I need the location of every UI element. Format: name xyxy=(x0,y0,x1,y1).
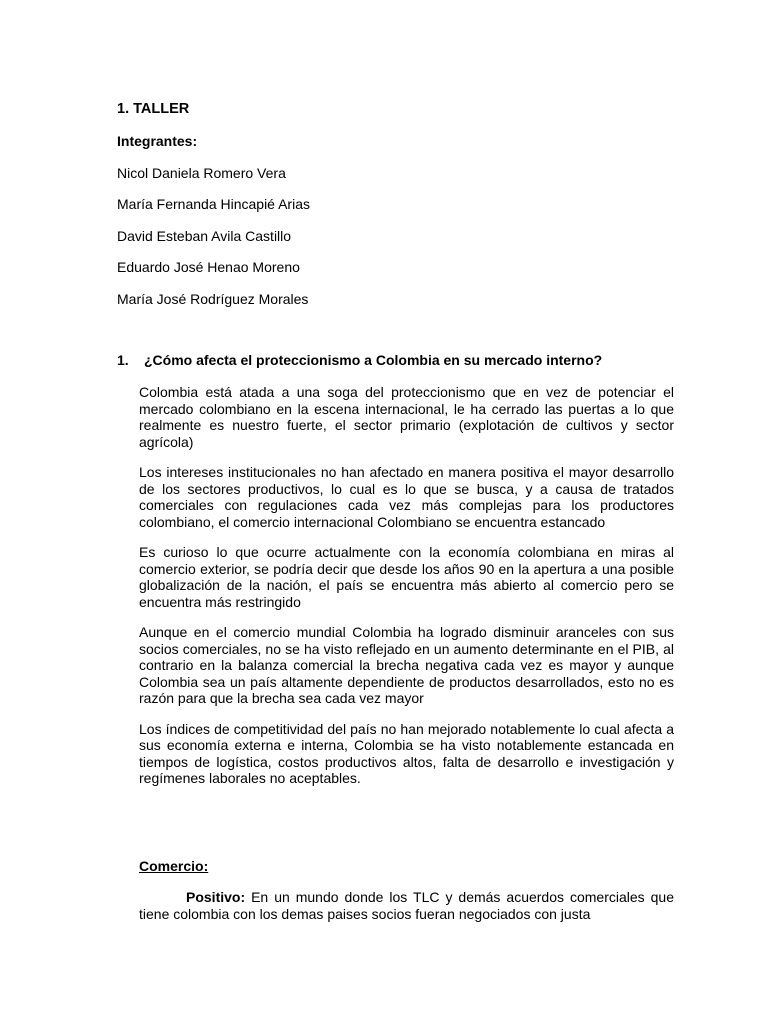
members-label: Integrantes: xyxy=(117,133,198,149)
answer-body xyxy=(139,384,674,801)
question-heading xyxy=(117,352,602,368)
positivo-label: Positivo: xyxy=(186,889,246,905)
section-heading-comercio: Comercio: xyxy=(139,858,209,874)
answer-paragraph: Los intereses institucionales no han afectado en manera positiva el mayor desarrollo de los sectores productivos, lo cual es lo que se busca, y a causa de tratados comerciales con regulaciones cada vez más complejas para los productores colombiano, el comercio internacional Colombiano se encuentra estancado xyxy=(139,464,674,530)
members-list xyxy=(117,165,310,322)
answer-paragraph: Colombia está atada a una soga del proteccionismo que en vez de potenciar el mercado colombiano en la escena internacional, le ha cerrado las puertas a lo que realmente es nuestro fuerte, el sector primario (explotación de cultivos y sector agrícola) xyxy=(139,384,674,450)
member-name: María José Rodríguez Morales xyxy=(117,290,309,307)
question-text: ¿Cómo afecta el proteccionismo a Colombia en su mercado interno? xyxy=(144,352,603,368)
member-name: María Fernanda Hincapié Arias xyxy=(117,196,310,213)
member-name: Nicol Daniela Romero Vera xyxy=(117,165,286,181)
answer-paragraph: Aunque en el comercio mundial Colombia ha logrado disminuir aranceles con sus socios comerciales, no se ha visto reflejado en un aumento determinante en el PIB, al contrario en la balanza comercial la brecha negativa cada vez es mayor y aunque Colombia sea un país altamente dependiente de productos desarrollados, esto no es razón para que la brecha sea cada vez mayor xyxy=(139,624,674,706)
member-name: David Esteban Avila Castillo xyxy=(117,227,292,244)
question-number: 1. xyxy=(117,352,129,368)
member-name: Eduardo José Henao Moreno xyxy=(117,259,300,276)
positivo-paragraph xyxy=(139,889,674,922)
answer-paragraph: Los índices de competitividad del país no han mejorado notablemente lo cual afecta a sus economía externa e interna, Colombia se ha visto notablemente estancada en tiempos de logística, costos productivos altos, falta de desarrollo e investigación y regímenes laborales no aceptables. xyxy=(139,720,674,786)
document-title: 1. TALLER xyxy=(117,101,190,117)
answer-paragraph: Es curioso lo que ocurre actualmente con la economía colombiana en miras al comercio exterior, se podría decir que desde los años 90 en la apertura a una posible globalización de la nación, el país se encuentra más abierto al comercio pero se encuentra más restringido xyxy=(139,544,674,610)
positivo-text: En un mundo donde los TLC y demás acuerdos comerciales que tiene colombia con los demas paises socios fueran negociados con justa xyxy=(139,889,674,922)
